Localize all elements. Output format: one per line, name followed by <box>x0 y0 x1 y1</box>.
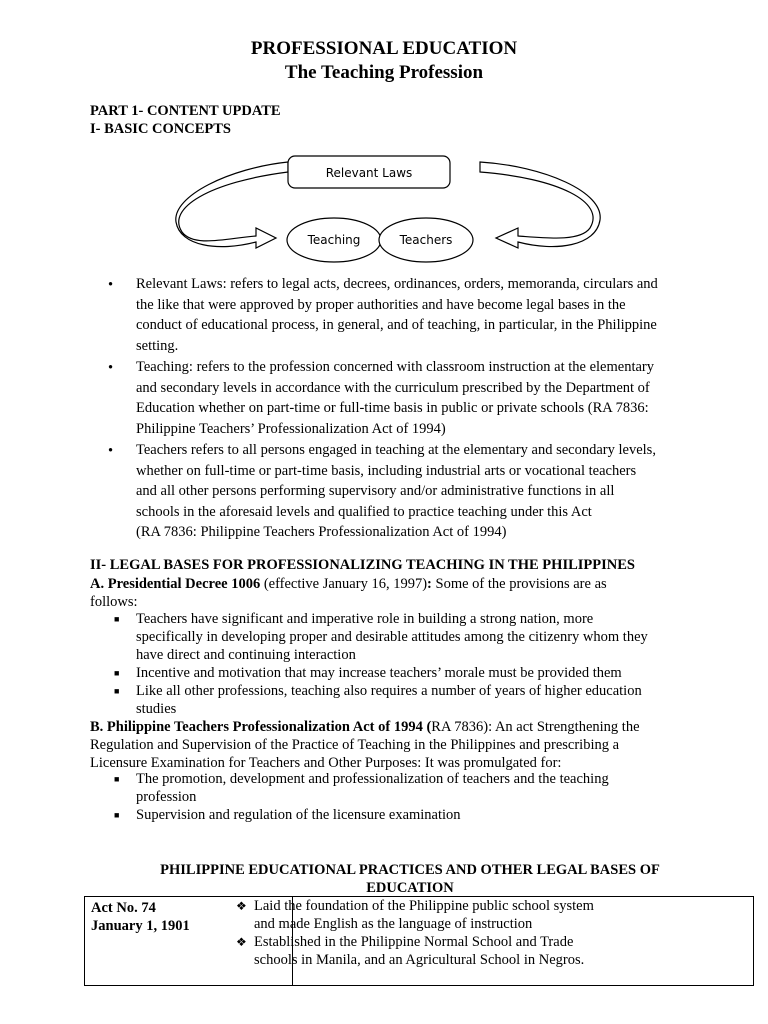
pd1006-item: Like all other professions, teaching also requires a number of years of higher education studies <box>136 683 642 717</box>
bullet-dot: • <box>108 443 114 459</box>
ra7836-item: Supervision and regulation of the licensure examination <box>136 807 461 823</box>
table-row-detail: Laid the foundation of the Philippine public school system and made English as the language of instruction <box>254 898 594 932</box>
definition-teaching: Teaching: refers to the profession concerned with classroom instruction at the elementary and secondary levels in accordance with the curriculum prescribed by the Department of Education whether on part-time or full-time basis in public or private schools (RA 7836: Philippine Teachers’ Professionalization Act of 1994) <box>136 359 654 437</box>
bullet-dot: • <box>108 360 114 376</box>
square-bullet: ■ <box>114 614 120 624</box>
basic-concepts-diagram <box>170 150 610 270</box>
pd1006-paragraph: A. Presidential Decree 1006 (effective January 16, 1997): Some of the provisions are as follows: <box>90 576 607 610</box>
section2-heading: II- LEGAL BASES FOR PROFESSIONALIZING TEACHING IN THE PHILIPPINES <box>90 557 635 573</box>
document-title: PROFESSIONAL EDUCATION <box>250 38 518 59</box>
square-bullet: ■ <box>114 686 120 696</box>
diamond-bullet-icon: ❖ <box>236 899 247 913</box>
ra7836-paragraph: B. Philippine Teachers Professionalization Act of 1994 (RA 7836): An act Strengthening the Regulation and Supervision of the Practice of Teaching in the Philippines and prescribing a Licensure Examination for Teachers and Other Purposes: It was promulgated for: <box>90 719 640 771</box>
teaching-label: Teaching <box>307 233 361 247</box>
table-caption: PHILIPPINE EDUCATIONAL PRACTICES AND OTHER LEGAL BASES OF EDUCATION <box>160 862 660 896</box>
pd1006-item: Incentive and motivation that may increase teachers’ morale must be provided them <box>136 665 622 681</box>
diamond-bullet-icon: ❖ <box>236 935 247 949</box>
square-bullet: ■ <box>114 668 120 678</box>
definition-teachers: Teachers refers to all persons engaged in teaching at the elementary and secondary levels, whether on full-time or part-time basis, including industrial arts or vocational teachers and all other persons performing supervisory and/or administrative functions in all schools in the aforesaid levels and qualified to practice teaching under this Act (RA 7836: Philippine Teachers Professionalization Act of 1994) <box>136 442 656 540</box>
section1-heading: I- BASIC CONCEPTS <box>90 121 231 137</box>
definition-relevant-laws: Relevant Laws: refers to legal acts, decrees, ordinances, orders, memoranda, circulars and the like that were approved by proper authorities and have become legal bases in the conduct of educational process, in general, and of teaching, in particular, in the Philippine setting. <box>136 276 658 354</box>
bullet-dot: • <box>108 277 114 293</box>
table-row-act-cell: Act No. 74 January 1, 1901 <box>91 900 190 934</box>
left-curved-arrow <box>176 162 288 248</box>
pd1006-item: Teachers have significant and imperative role in building a strong nation, more specifically in developing proper and desirable attitudes among the citizenry whom they have direct and continuing interaction <box>136 611 648 663</box>
part-heading: PART 1- CONTENT UPDATE <box>90 103 281 119</box>
ra7836-item: The promotion, development and professionalization of teachers and the teaching profession <box>136 771 609 805</box>
right-curved-arrow <box>480 162 600 248</box>
square-bullet: ■ <box>114 810 120 820</box>
relevant-laws-label: Relevant Laws <box>325 166 413 180</box>
teachers-label: Teachers <box>399 233 453 247</box>
table-row-detail: Established in the Philippine Normal School and Trade schools in Manila, and an Agricultural School in Negros. <box>254 934 585 968</box>
square-bullet: ■ <box>114 774 120 784</box>
document-subtitle: The Teaching Profession <box>284 62 484 83</box>
